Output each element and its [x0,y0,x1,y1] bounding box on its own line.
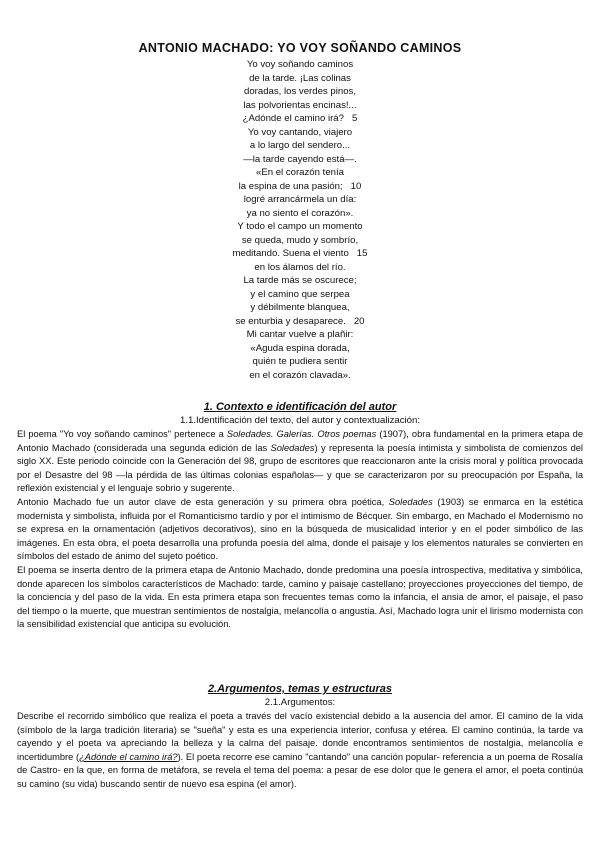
paragraph [17,428,583,496]
poem-line: se enturbia y desaparece. 20 [235,315,365,327]
paragraph [17,496,583,564]
text-run: Describe el recorrido simbólico que realiza el poeta a través del vacío existencial debido a la ausencia del amor. El camino de la vida (símbolo de la larga tradición literaria) se "sueña" y esta es una experiencia interior, confusa y etérea. El camino continúa, la tarde va cayendo y el poeta va apreciando la belleza y la calma del paisaje. donde encontramos sentimientos de nostalgia, melancolía e incertidumbre ( [17,711,583,762]
section-1-title: 1. Contexto e identificación del autor [203,401,397,413]
section-2-1-subtitle: 2.1.Argumentos: [264,697,336,708]
poem-line: ya no siento el corazón». [246,207,354,219]
section-1-1-subtitle: 1.1.Identificación del texto, del autor y contextualización: [180,415,420,426]
poem-line: «En el corazón tenía [255,167,344,178]
poem-line: —la tarde cayendo está—. [243,153,357,165]
poem-line: a lo largo del sendero... [249,140,351,151]
italic-work-title: Soledades [270,442,315,453]
poem-line: en el corazón clavada». [249,369,351,381]
text-run: Antonio Machado fue un autor clave de esta generación y su primera obra poética, [17,496,389,507]
poem [0,58,600,382]
italic-quote: ¿Adónde el camino irá? [79,751,178,762]
poem-line: en los álamos del río. [254,261,346,273]
poem-line: Yo voy soñando caminos [246,59,354,70]
italic-work-title: Soledades. Galerías. Otros poemas [226,429,377,439]
text-run: ) y representa la poesía intimista y simbolista de comienzos del siglo XX. Este periodo coincide con la Generación del 98, grupo de escritores que reaccionaron ante la crisis moral y política provocada por el Desastre del 98 —la pérdida de las últimas colonias españolas— y que se caracterizaron por su preocupación por España, la reflexión existencial y el lenguaje sobrio y sugerente. [17,442,583,494]
poem-line: Mi cantar vuelve a plañir: [246,329,354,340]
poem-line: de la tarde. ¡Las colinas [249,72,351,84]
poem-line: logré arrancármela un día: [243,194,357,205]
text-run: El poema "Yo voy soñando caminos" pertenece a [17,429,227,439]
text-run: (1907), obra fundamental en la primera etapa de Antonio Machado (considerada una segunda edición de las [17,429,584,453]
poem-line: las polvorientas encinas!... [243,99,357,111]
section-1-body [17,428,583,632]
poem-line: meditando. Suena el viento 15 [232,248,368,259]
poem-line: La tarde más se oscurece; [243,275,357,286]
poem-line: quién te pudiera sentir [252,356,348,367]
section-2-heading [0,683,600,695]
section-2-body [17,710,583,792]
text-run: (1903) se enmarca en la estética modernista y simbolista, influida por el Romanticismo tardío y por el intimismo de Bécquer. Sin embargo, en Machado el Modernismo no se expresa en la ornamentación (adjetivos decorativos), sino en la búsqueda de musicalidad interior y en el poder simbólico de las imágenes. En esta obra, el poeta desarrolla una profunda poesía del alma, donde el paisaje y los elementos naturales se convierten en símbolos del estado de ánimo del sujeto poético. [17,496,583,562]
poem-line: Yo voy cantando, viajero [247,126,353,138]
poem-line: y débilmente blanquea, [250,302,350,313]
paragraph [17,710,583,792]
poem-line: se queda, mudo y sombrío, [241,234,359,246]
text-run: ). El poeta recorre ese camino "cantando" una canción popular- referencia a un poema de Rosalía de Castro- en la que, en forma de metáfora, se revela el tema del poema: a pesar de ese dolor que le genera el amor, el poeta continúa su camino (su vida) buscando sentir de nuevo esa espina (el amor). [17,751,583,789]
poem-line: la espina de una pasión; 10 [238,180,362,192]
section-1-heading [0,401,600,413]
italic-work-title: Soledades [388,496,433,507]
document-title: ANTONIO MACHADO: YO VOY SOÑANDO CAMINOS [138,41,462,55]
poem-line: Y todo el campo un momento [237,221,363,232]
section-2-title: 2.Argumentos, temas y estructuras [207,683,392,695]
poem-line: ¿Adónde el camino irá? 5 [242,113,358,124]
poem-line: doradas, los verdes pinos, [244,86,356,97]
paragraph: El poema se inserta dentro de la primera etapa de Antonio Machado, donde predomina una poesía introspectiva, meditativa y simbólica, donde aparecen los símbolos característicos de Machado: tarde, camino y paisaje castellano; proyecciones proyecciones del tiempo, de la conciencia y del paso de la vida. En esta primera etapa son frecuentes temas como la infancia, el ansia de amor, el paisaje, el paso del tiempo o la muerte, que muestran sentimientos de nostalgia, melancolía o angustia. Así, Machado logra unir el lirismo modernista con la sensibilidad existencial que anticipa su evolución. [17,564,583,630]
poem-line: y el camino que serpea [250,288,350,300]
poem-line: «Aguda espina dorada, [250,342,350,354]
